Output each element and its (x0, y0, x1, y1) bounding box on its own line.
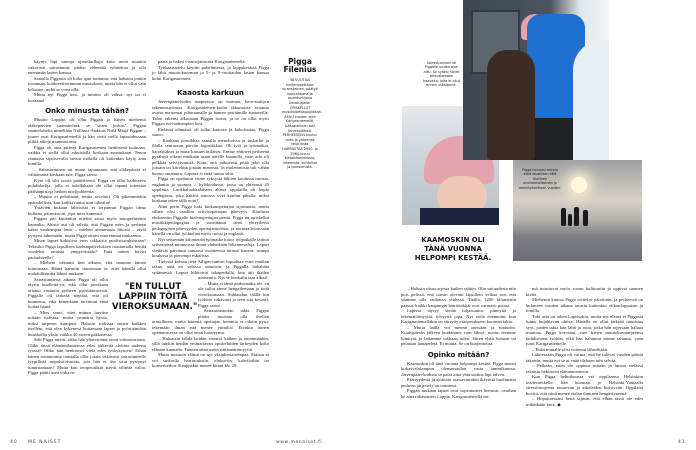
profile-bio: 38-VUOTIAS kieltenopettajan viransijainen, päätyö kouluttajana ja asiantuntijana ilmailualalla. OPISKELLUT musiikkipedagogiikkaa. ASUU vuoden ajan Karigasniemellä, pääasiallinen koti Järvenpäässä. PERHEESEEN kuuluu mies ja yhteensä neljä lasta. HARRASTAA 2950- ja 2960-luvun klassikkoelokuvia, lukemista, kuntoilua ja juoksemista. (282, 78, 322, 170)
paragraph: Mutta muutoin elämä on nyt yksinkertaisempaa. Etäisin ei voi sinkoilla harrastuksiin, elokuviin, kahviloihin tai konsertteihin. Kauppakin menee kiinni klo 20. (152, 352, 269, 368)
photo-caption: Sairastuminen oli Piggalle uuden ajan alku. Se syöksi hänet toteuttamaan haaveita, joita ei ollut ennen uskaltanut. (423, 61, 460, 88)
paragraph: Toki arki on arkea Lapissakin, mutta nyt elämä ei Piggasta tunnu hujahtavan ohitse. Hänelle on ollut tärkeää tunnistaa syyt, joiden takia hän lähti ja asiat, jotka hän arjessaan haluaa muuttaa. Pigga korostaa, ettei hänen muutoksentarpeensa kohdistunut työhön, eikä hän halunnut minne tahansa, vaan juuri Karigasniemelle. (526, 313, 643, 346)
paragraph: – Pelkään, etten ole oppinut mitään ja luisun etelässä takaisin hektiseen elämänmenoon. (526, 363, 643, 374)
paragraph: Piggan piti kuitenkin miettiä asiaa myös muuperheensä kannalta. Alusta asti oli selvää, että Piggan mies ja perheen kaksi vanhempaa lasta – miehen aiemmasta liitosta – eivät pystyisi lähtemään, mutta Pigga ottaisi nuoremmat mukaansa. (28, 216, 146, 238)
paragraph: Ystävien kukaan läheisistä ei torpannut Piggan ideaa hulluna, päinvastoin, jopa mies kannusti. (28, 205, 146, 216)
paragraph: – Mutta täällä voi mennä metsään ja tunturiin. Koulupäivän jälkeen hoidamme vain läksyt, ruoan, teemme lumityöt ja laitamme takkaan tulen. Sitten ehkä luetaan tai pelataan lautapelejä. Ei muuta. Se on huojentavaa. (401, 324, 516, 346)
profile-name: Pigga Filenius (283, 57, 317, 74)
paragraph: Etäisyydestä ja ajoittain raastavastakin ikävästä huolimatta perheen järjestely on toiminut. (401, 377, 516, 388)
paragraph: Silti Pigga mietti, oliko hän yliarvioinut omat voimavaransa. Oliko tässä elämäntilanteessa edes järkevää aloittaa uudessa työssä? Oliko hän henkisesti vielä edes työkykyinen? Eihän hänen toimintansa taustalla ollut jotain vakavasti sairastuneelle tyypillistä impulsiivisuutta, jota hän ei itse vain pystynyt tunnistamaan? Mutta kun terapeuttikin näytti vihreää valoa, Pigga päätti asea virkava- (28, 337, 146, 375)
paragraph: Kyse oli silti isosta päätöksestä. Pigga on ollut harkitseva pohdiskelija, jolla ei todellakaan ole ollut tapana toteuttaa päähänpistoja hetken mielijohteesta. (28, 177, 146, 194)
paragraph: Työhaastattelu käytiin puhelimessa, ja loppukesästä Pigga jo lähti muuttokuorman ja 5- ja 8-vuotiaiden lasten kanssa kohti Karigasniemeä. (152, 64, 269, 81)
scarf (420, 208, 499, 225)
paragraph: paata ja hakea viransijaisuutta Karigasniemeltä. (158, 59, 246, 64)
main-photo-woman-with-dog (463, 0, 609, 160)
paragraph: – Kaukana poruikkaa samalla menohoissa ja tuskailin ja illalla seuraavan päivän logistiikkaa. Oli työt ja työmatkat, harrastukset ja muut kiusanvirtiläiset. Emme ehtineet perheenä pysähtyä oikein minkään asian äärelle kunnolla, vaan arki oli pelkkää selviytymistä. Koin, että jatkuvasti pitää joko olla jossain tai kiirehtiä jostain menosta. Ja molemmista tuli vähän huono omatunto. Lapissa ei enää tunnu siltä. (152, 137, 269, 176)
paragraph: Etelässä elämästä oli tullut kaaosta ja kakofoniaa, Pigga sanoo. (152, 126, 269, 137)
paragraph: Alun perin Pigga haki luokanopettajan sijaisuutta, mutta siihen olisi vaadittu erityisopettajan pätevyys. Koulusta ehdotettiin Piggalle kielenopettajan pestiä. Pigga on opiskellut musiikkipedagogiaa ja suorittanut siinä yhteydessä pedagogisen pätevyyden opettajantyöhön, ja normaalivirassaan hänellä on ollut työkielinä myös ruotsi ja englanti. (152, 203, 269, 236)
photo-caption: Pigga haluaisi tarjota sekä lapsilleen että itselleen unohtumattoman ja merkityksellisen vuoden. (518, 168, 562, 190)
paragraph: Piggan mukaan lapset ovat sopeutuneet hienosti, ovathan he aina rakastaneet Lappia. Karigasniemellä nä- (401, 388, 516, 399)
paragraph: Miehensä kanssa Pigga soittelee päivittäin, ja perheessä on kuluneen vuoden aikana tavattu kuitenkin viikonloppuisin ja lomilla. (526, 297, 643, 313)
paragraph: Lähtiessään Pigga oli varma, että he tulevat vuoden päästä takaisin, mutta nyt se ei enää olekaan niin selvää. (526, 352, 643, 363)
paragraph: Kun Pigga helmikuussa vei oppilaansa Helsinkiin teatteriretkelle, hän huomasi jo Helsinki-Vantaalla stressitasojensa nousevan ja askeleiden kiristyvän. Oppilaita huvitti, että siinä menee etelän ihminen hengästyneenä. (526, 374, 643, 396)
paragraph: Sairastumansa aikana Pigga oli ollut täysin huolletta-va, eikä ollut juurikaan ottanut vastuuta perheen pyörittämisestä. Piggalle oli tärkeää näyttää, että oli kunnossa, eikä kenenkään tarvinnut enää hoitaa häntä. (28, 276, 108, 309)
paragraph: Mutta nyt Pigga tiesi, ja intuitio oli vahva: nyt tai ei koskaan! (28, 92, 146, 103)
paragraph: Muutto Lappiin oli ollut Piggan ja hänen miehensä eläkepäivien suunnitelma, se "sitten joskus". Piggan saamelaiselta nimeltään Niillasai-Ándaras Niilá Máijá Piggan – juuret ovat Karigasniemellä ja hän vietti siellä lapsuudessaan pitkiä aikoja mummolassa. (28, 117, 146, 144)
trousers (529, 118, 575, 160)
paragraph: – Hoputtaessani heitä tajusin, että eihän tässä ole edes mihinkään kiire. ◆ (526, 396, 643, 407)
paragraph: – Mutta ei tämä paikomatka ole, en ole tullut tänne hengailemaan ja töitä vieroksumaan. Suhtaudun täällä kin työhöni vakavasti ja teen sitä kovasti, Pigga sanoo. (198, 280, 269, 308)
paragraph: – Mieheni vakuutti heti alkuun, että saamme tämän toimimaan. Häntä harmitti sinnastaan se, ettei hänellä ollut mahdollisuutta lähteä mukaan. (28, 260, 146, 276)
page-number: 41 (678, 440, 686, 445)
right-column-1 (401, 286, 516, 399)
paragraph: Sairaushistorian takia Piggan pitäisi muistaa olla itsellen armollinen, mutta hänestä opettajan hommia ei oikein pysty tekemään ilman että menee ytimiksi. Etenkin toinen opettamisessa on ollut omat haasteensa. (152, 308, 269, 335)
paragraph: Pigga on opettanut viime syksystä lähtien koulussa ruotsia, englantia ja suomea – kyläkoulussa, jossa on yhteensä 45 oppilasta. Luokkaluokkalaisten alussa oppilailla oli hupia opettajassa, joka hakitsi autonsa ovet koulun pihalla: miksi koskaan tekee tällä noin? (152, 176, 269, 203)
profile-sidebar (282, 57, 322, 170)
right-column-2 (526, 286, 643, 407)
paragraph: Samalla Piggasta oli koko ajan tuntunut, että haluaisi jonkin isomman, konkreettisemman muutoksen, mutta hän ei ollut vain keksinyt, mikä se voisi olla. (28, 75, 147, 92)
paragraph: käynyt läpi samoja ajatuskulkuja kuin moni muukin vakavasti sairastunut: pitäisi vähentää työntekoa ja olla enemmän lasten kanssa. (28, 59, 146, 75)
sun (571, 177, 587, 193)
paragraph: – Sairastuminen sai minut tajuamaan, että eläkepäiviä ei välttämättä koskaan tule, Pigga sanoo. (28, 166, 146, 177)
paragraph: Pigga oli aina pitänyt Karigasniemeä henkisenä kotinaan, vaikka ei siellä ollut aikuisiällä koskaan asunutkaan. Tenon rannassa sijaitsevalla suvun mökillä oli kuitenkin käyty aina lomilla. (28, 144, 146, 166)
paragraph: Kaamoskin oli tänä vuonna helpompi kestää. Pigga muisti kirkasvalolampun olemassaolon vasta tammikuussa. Järvenpään-kodissa se paloi aina yhtä soittoa läpi talven. (401, 360, 516, 377)
pull-quote: KAAMOSKIN OLI TÄNÄ VUONNA HELPOMPI KESTÄÄ. (414, 236, 492, 262)
paragraph: – Enkä munalle olisi voitenut lähteäkään. (532, 346, 609, 352)
paragraph: Tietyssä kohtaa tietä Ailigas-tunturi tupsahtaa esiin mutkan takaa, aina eri valossa samoisin, ja Piggalla läikähtää sydämessä. Lapset hihittävät takapenkillä, kun äiti ihailee maisemia. Nyt se huokailu taas alkaa! (152, 258, 269, 280)
paragraph: Nyt seitsemän kilometrin työmatka kotoa työpaikalle taittuu seitsemässä minuutissa ilman yhdenkään liikennevaloja. Lapset viettävät päivänsä samassa osoitteessa äitinsä kanssa: isompi koulussa ja pienempi eskarissa. (152, 236, 269, 258)
magazine-name: ME NAISET (28, 440, 62, 445)
section-heading: Onko minusta tähän? (45, 107, 129, 115)
pull-quote: "EN TULLUT LAPPIIN TÖITÄ VIEROKSUMAAN." (112, 282, 198, 312)
paragraph: – Muutto ei pelottanut, mutta arvelutti. Oli pikemminkin epätodellista, kun kaikki tuntui niin oikealta! (28, 194, 146, 205)
paragraph: Lapissa täytyy sietää hiljaisuutta, pimeyttä ja tekemättömyyttä, tylsyyttä jopa. Nyt vielä enemmän, kun Karigasniemelläkin on siirrytty etäopetukseen koronan takia. (401, 308, 516, 324)
family-silhouettes (561, 206, 591, 226)
paragraph: Miten lapset kokisivat eron rakkaista puolisisaruksistaan? Tekisikö Pigga lapsilleen karhunpalveluksen raastamalla heidät vuodeksi tutuista ympyröistään? Entä miten kävisi parisuhteelle? (28, 238, 146, 260)
paragraph: – Halusin riisua arjesta kaiken säätön. Olin sairaudesta niin pois pelissä, että tunsin olevani lapsilleni velkaa sen, että saamme olla rauhassa yhdessä. Täällä, 1200 kilometrin päässä, kaikki kaupungin häiriötekijät ovat varmasti poissa. (401, 286, 516, 308)
paragraph: – Haluaisin tehdä heidän eteensä kaiken ja enemmänkin, sillä tahdon heidän ymmärtävän opiskeluiden tärkeyden koko elämän kannalta. Tunnen siinä usein riittämättömyyttä. (152, 335, 269, 352)
section-heading: Kaaosta karkuun (177, 89, 244, 97)
section-heading: Opinko mitään? (427, 350, 490, 359)
paragraph: – Mies sanoi, ettei minun tarvitse mitään todistaa, mutta ymmärsi hyvin, miksi tarpeeni kumpusi. Halusin todistaa ennen kaikkea itselleni, että olen kykenevä hoitamaan lapset ja pyörittämään huushollia yksin vaikka 40 asteen pakkasessa. (28, 309, 146, 337)
website: www.menaiset.fi (276, 440, 323, 445)
snowbank (573, 40, 609, 160)
left-column-2 (152, 59, 269, 369)
left-column-1 (28, 59, 146, 376)
paragraph: mä tutustuvat myös suvun kulttuuriin ja oppivat saamen kieltä. (526, 286, 643, 297)
sunset-photo (513, 160, 642, 261)
brown-dog (487, 50, 535, 160)
paragraph: Järvenpään-kodin naapurissa on harmaa, kerrostalojen rakennustyömaa. Karigasniemen-kodin ikkunoista avautuu avarat maisemat pihasaunalle ja hamen peritämille tuntureille. Talon rakensi aikoinaan Piggan isoisä, ja se on ollut myös Piggan isovanhempien koti. (152, 99, 269, 126)
page-number: 40 (10, 440, 18, 445)
